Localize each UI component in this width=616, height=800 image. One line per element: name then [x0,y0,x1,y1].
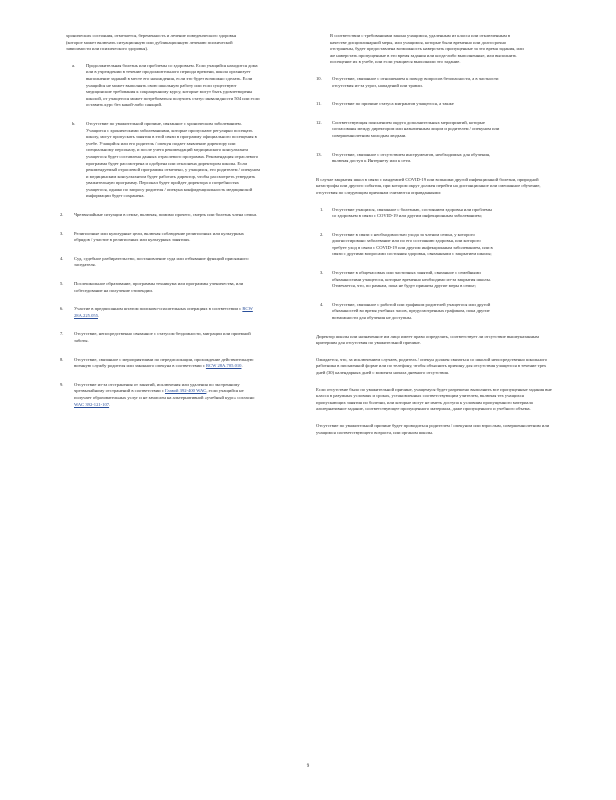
item-text-part: Отсутствие из-за отстранения от занятий, исключения или удаления по экстренному чрезвычайному отстранений в соответствии с [74,381,240,394]
makeup-work-paragraph: Если отсутствие было по уважительной причине, учащемуся будет разрешено выполнить все пропущенные задания вне класса в разумных условиях и сроках, установленных соответствующим учителем, включая тех учащихся пропускающих занятия по болезни, или которые могут не иметь доступа к условиям пропущенного материала альтернативное задание, соответствующее пропущенного материала, даже пропущенного и учебного объема. [316,386,552,412]
rcw-28a-225-055-link[interactable]: RCW 28A.225.055 [74,306,253,318]
list-item-a [60,63,298,109]
item-marker: b. [72,120,76,126]
item-text: Отсутствие, непосредственно связанное с статусом бездомности, миграции или приемной заботы. [74,331,251,343]
item-text: Отсутствие по уважительной причине, связанное с хроническим заболеванием. Учащиеся с хроническими заболеваниями, которые пропускают регулярно посещать школу, могут пропускать занятия в этой связи в программу официального посещения в учебе. Учащийся или его родитель / опекун подает заявление директору или специальному персоналу, и после учета рекомендаций медицинского консультанта учащегося будет составлена данных отраслевого программа. Рекомендация отраслевого программа будет рассмотрена и одобрена или отклонена директором школы. Если рекомендуемый отраслевой программы отмечено, у учащихся, его родителем / опекуном и медицинским консультантом будет работать директор, чтобы рассмотреть утвердить уважительную программу. Персонал будет пройдет директора о потребностях учащегося, однако по запросу родителя / опекуна конфиденциальность медицинской информации будет сохранена. [86,120,260,199]
item-text: Соответствующая пояснением округа дополнительных мероприятий, которые согласованы между директором или назначенным лицом и родителем / опекуном или совершеннолетним молодым людьми. [332,119,500,138]
left-column [60,33,298,420]
wac-392-121-107-link[interactable]: WAC 392-121-107 [74,401,110,407]
item-text: Отсутствие в общечасовых или частичных занятий, связанное с семейными обязанностями учащегося, которые временно необходимо из-за закрытия школы. Отмечается, что, по рамкам, пока не будут приняты другие меры в семье; [332,270,491,289]
item-text: Суд, судебное разбирательство, постановление суда или отбывание функций присяжного заседателя. [74,255,249,268]
item-text: Отсутствие, связанное с отношением к поводу вопросов безопасности, а в частности отсутствия из-за угроз, нападений или травли. [332,75,499,88]
left-intro-paragraph: хронических состояния, отмечается, беременность и лечение поведенческого здоровья (которое может включать ситуационную или дубликационную лечению психической зависимости или психического здоровья). [66,33,237,52]
excuse-authority-paragraph: Отсутствие по уважительной причине будет проводиться родителем / опекуном или взрослым, совершеннолетним или учащимся соответствующего возраста, или органом школы. [316,422,550,435]
item-text: Отсутствие, связанное с работой или графиком родителей учащегося или другой обязанностей во время учебных часов, предусмотренных графиком, пока другие возможности для обучения не доступны. [332,301,491,321]
item-marker: 4. [60,255,64,261]
item-marker: 4. [320,301,324,307]
list-item-2 [60,212,298,219]
item-text: Отсутствие по причине статуса мигрантов учащегося, а также [332,101,454,107]
item-marker: 13. [316,151,322,157]
list-item-7 [60,331,298,344]
item-marker: 3. [320,270,324,276]
item-marker: 1. [320,206,324,212]
principal-determination-paragraph: Директор школы или назначенное им лицо имеет право определять, соответствует ли отсутствие вышеуказанным критериям для отсутствия по уважительной причине. [316,333,539,346]
item-marker: 8. [60,356,64,362]
list-item-10 [316,76,560,89]
covid-list-item-1 [316,207,560,220]
list-item-b [60,121,298,200]
item-text-part: . [241,363,243,369]
item-text-part: . [98,312,100,318]
item-text: Религиозные или культурные цели, включая соблюдение религиозных или культурных обрядов / участие в религиозных или культурных занятиях. [74,230,244,243]
list-item-12 [316,120,560,140]
list-item-11 [316,101,560,108]
item-marker: 2. [320,231,324,237]
list-item-3 [60,231,298,244]
item-marker: 6. [60,306,64,312]
item-marker: 11. [316,101,322,107]
item-text [74,382,260,408]
list-item-4 [60,256,298,269]
item-text: Отсутствие в связи с необходимостью ухода за членом семьи, у которого диагностировано заболевание или по его состоянию здоровья, или которого требует уход в связи с COVID-19 или другим инфекционным заболеванием, или в связи с другими вопросами состояния здоровья, связанными с закрытием школы; [332,231,493,257]
right-column [316,33,560,446]
item-text-part: . [109,401,111,407]
list-item-6 [60,306,298,319]
list-item-13 [316,152,560,165]
covid-list-item-3 [316,270,560,290]
item-text-part: , если учащийся не получает образовательных услуг и не зачислен на альтернативной «учебный курс» согласно [74,388,255,400]
item-marker: 5. [60,281,64,287]
parent-notification-paragraph: Ожидается, что, за исключением случаев, родитель / опекун должен связаться со школой непосредственно школьного работника в письменной форме или по телефону, чтобы объяснить причину для отсутствия учащегося в течение трех дней (30) календарных дней с момента начала дневного отсутствия. [316,356,548,375]
list-item-5 [60,281,298,294]
item-marker: a. [72,62,76,68]
item-marker: 10. [316,75,322,81]
item-text: Чрезвычайные ситуации в семье, включая, помимо прочего, смерть или болезнь члена семьи. [74,212,258,218]
item-marker: 7. [60,331,64,337]
item-text: Отсутствие учащихся, связанное с болезнью, состоянием здоровья или проблемы со здоровьем в связи с COVID-19 или другим инфекционным заболеванием; [332,206,492,219]
covid-closure-paragraph: В случае закрытия школ в связи с пандемией COVID-19 или вспышки другой инфекционной болезни, природной катастрофы или другого события, при котором округ должен перейти на дистанционное или смешанное обучение, отсутствия по следующим причинам считаются оправданными: [316,176,541,195]
rcw-28a-705-010-link[interactable]: RCW 28A.705.010 [205,363,242,369]
covid-list-item-2 [316,232,560,258]
page-number: 9 [306,764,310,769]
item-text-part: Отсутствие, связанное с мероприятиями по передислокации, прохождение действительную военную службу родителя или законного опекуна в соответствии с [74,356,254,369]
item-text: Отсутствие, связанное с отсутствием инструментов, необходимых для обучения, включая доступ к Интернету или к сети. [332,151,491,164]
item-marker: 9. [60,381,64,387]
item-text-part: Участие в предписанном штатом поисково-спасательных операциях в соответствии с [74,306,242,312]
item-text: Продолжительная болезнь или проблемы со здоровьем. Если учащийся находится дома или в учреждении в течение продолжительного периода времени, школа организует выполнение заданий в месте его нахождения, если это будет возможно сделать. Если учащийся не может выполнять свою школьную работу или если существуют медицинские требования к сокращенному курсу, которые могут быть удовлетворены школой, от учащегося может потребоваться получить статус инвалидности 504 или если оставить курс без какой-либо санкций. [86,62,260,108]
item-text [74,357,260,370]
item-marker: 3. [60,230,64,236]
list-item-8 [60,357,298,370]
item-text [74,306,260,319]
wac-chapter-392-400-link[interactable]: Главой 392-400 WAC [164,388,207,394]
item-marker: 12. [316,119,322,125]
list-item-9 [60,382,298,408]
right-intro-paragraph: В соответствии с требованиями закона учащимся, удаленным из класса или отключенным в качестве дисциплинарной меры, или учащимся, которые были временно или долгосрочно отстранены, будет предоставлена возможность наверстать пропущенные за это время задания, или же наверстать пропущенные в это время задания или когда-либо выполненные, или выполнить посещение их в учебе, или если учащиеся выполнили это задание. [330,33,524,65]
item-text: Послешкольное образование, программы техникума или программы ученичества, или собеседование на получение стипендии. [74,281,244,293]
item-marker: 2. [60,212,64,218]
covid-list-item-4 [316,302,560,322]
